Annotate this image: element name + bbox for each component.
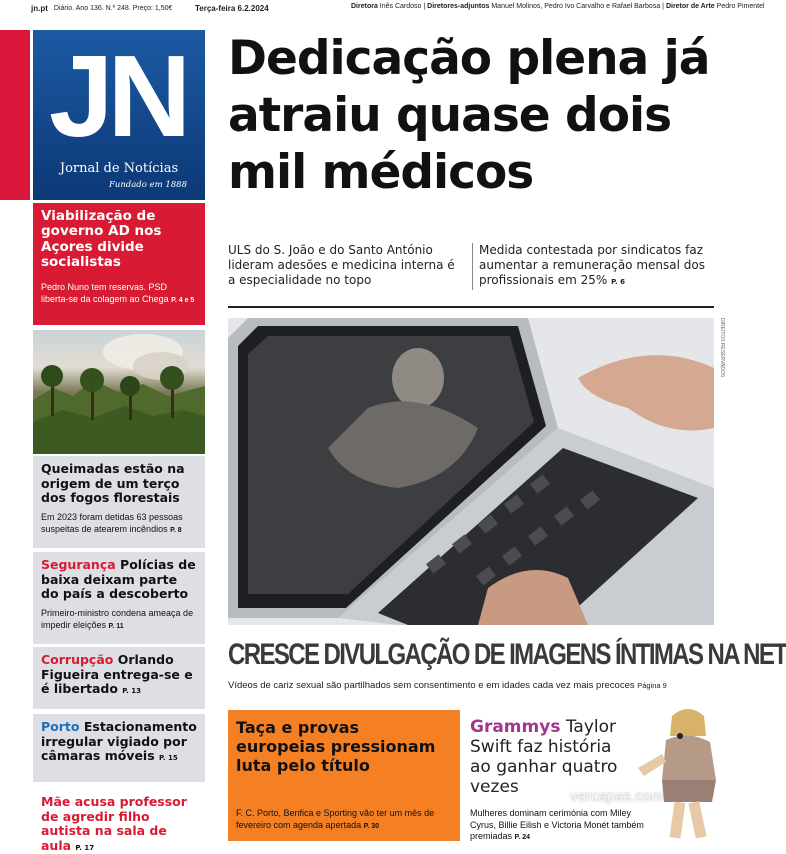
teaser-body-text: Pedro Nuno tem reservas. PSD liberta-se da colagem ao Chega [41,282,169,304]
page-ref: P. 17 [75,843,95,852]
teaser-body-text: Mulheres dominam cerimónia com Miley Cyrus, Billie Eilish e Victoria Monét também premiadas [470,808,644,842]
teaser-title-text: Estacionamento irregular vigiado por câmaras móveis [41,719,197,764]
teaser-body-text: Em 2023 foram detidas 63 pessoas suspeitas de atearem incêndios [41,511,183,534]
page-ref: P. 4 e 5 [171,296,195,304]
page-ref: P. 15 [159,754,178,763]
page-ref: Página 9 [637,681,667,690]
subhead-text: Medida contestada por sindicatos faz aumentar a remuneração mensal dos profissionais em 25% [479,243,705,287]
teaser-title [41,558,197,602]
feature-headline[interactable]: CRESCE DIVULGAÇÃO DE IMAGENS ÍNTIMAS NA NET [228,638,786,671]
teaser-fires[interactable] [33,456,205,548]
laptop-image [228,318,714,625]
staff-credits: Diretora Inês Cardoso | Diretores-adjuntos Manuel Molinos, Pedro Ivo Carvalho e Rafael Barbosa | Diretor de Arte Pedro Pimentel [351,3,765,10]
teaser-title-text: Taylor Swift faz história ao ganhar quatro vezes [470,717,618,797]
main-subhead-left: ULS do S. João e do Santo António lideram adesões e medicina interna é a especialidade no topo [228,243,455,287]
issue-meta: Diário. Ano 136. N.º 248. Preço: 1,50€ [53,4,173,12]
masthead-logo[interactable] [33,30,205,200]
credit-value: Pedro Pimentel [716,3,765,10]
teaser-title-text: Mãe acusa professor de agredir filho autista na sala de aula [41,794,187,853]
site-url[interactable]: jn.pt [31,3,48,13]
teaser-corruption[interactable] [33,647,205,709]
credit-label: Diretora [351,3,378,10]
credit-value: Inês Cardoso [379,3,422,10]
main-headline[interactable]: Dedicação plena já atraiu quase dois mil médicos [228,31,710,200]
forest-fire-photo[interactable] [33,330,205,454]
laptop-photo[interactable] [228,318,714,625]
credit-label: Diretores-adjuntos [427,3,490,10]
top-info-bar [0,0,765,16]
teaser-security[interactable] [33,552,205,644]
section-divider [228,306,714,308]
issue-date: Terça-feira 6.2.2024 [195,3,269,13]
teaser-title [470,718,630,798]
page-ref: P. 13 [122,687,141,696]
teaser-title: Queimadas estão na origem de um terço dos fogos florestais [41,461,185,506]
teaser-grammys[interactable] [466,710,728,841]
main-subhead-right [472,243,712,290]
red-accent-strip [0,30,30,200]
teaser-body [236,808,454,831]
teaser-kicker: Grammys [470,717,561,737]
credit-value: Manuel Molinos, Pedro Ivo Carvalho e Rafael Barbosa [491,3,661,10]
teaser-body-text: Primeiro-ministro condena ameaça de impedir eleições [41,607,194,630]
teaser-title: Viabilização de governo AD nos Açores divide socialistas [41,208,162,270]
teaser-kicker: Segurança [41,557,116,572]
logo-letters: JN [49,31,186,161]
teaser-body [41,282,197,305]
page-ref: P. 24 [514,834,530,842]
teaser-title [41,653,197,697]
feature-subhead-text: Vídeos de cariz sexual são partilhados sem consentimento e em idades cada vez mais precoces [228,680,635,691]
page-ref: P. 11 [108,622,124,630]
teaser-title-text: Polícias de baixa deixam parte do país a descoberto [41,557,196,602]
teaser-title [41,720,197,764]
feature-subhead [228,680,718,691]
teaser-porto[interactable] [33,714,205,782]
teaser-body [41,608,197,631]
photo-credit: DIREITOS RESERVADOS [719,318,725,378]
page-ref: P. 8 [170,526,182,534]
teaser-body [470,808,646,843]
teaser-body-text: F. C. Porto, Benfica e Sporting vão ter um mês de fevereiro com agenda apertada [236,808,435,830]
forest-smoke-image [33,330,205,454]
newspaper-name: Jornal de Notícias [59,161,179,176]
watermark: vercapas.com [570,788,664,805]
teaser-kicker: Porto [41,719,80,734]
page-ref: P. 30 [363,822,380,830]
teaser-sport[interactable] [228,710,460,841]
teaser-kicker: Corrupção [41,652,114,667]
teaser-title: Taça e provas europeias pressionam luta pelo título [236,718,436,776]
founded-text: Fundado em 1888 [108,180,187,190]
teaser-title [41,795,197,854]
teaser-azores[interactable] [33,203,205,325]
credit-label: Diretor de Arte [665,3,715,10]
teaser-body [41,512,197,535]
page-ref: P. 6 [611,278,625,286]
teaser-teacher[interactable] [33,789,205,853]
teaser-title-text: Orlando Figueira entrega-se e é libertado [41,652,193,697]
